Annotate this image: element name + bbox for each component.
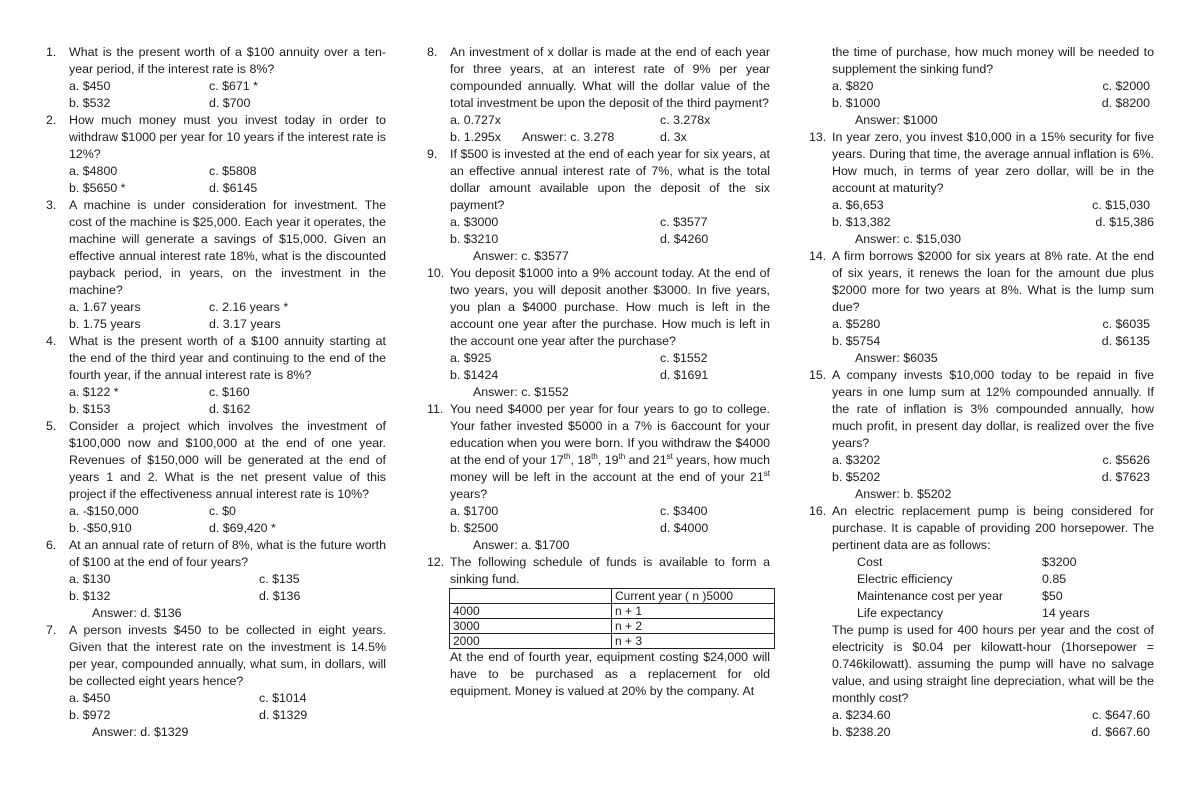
table-row	[450, 619, 775, 634]
pump-data-row	[809, 588, 1154, 605]
choice-a: a. $234.60	[832, 708, 891, 722]
choices-row	[46, 707, 386, 724]
choices-row	[46, 163, 386, 180]
data-value: $50	[1042, 589, 1063, 603]
choices-row	[46, 299, 386, 316]
question-text: At the end of fourth year, equipment costing $24,000 will have to be purchased as a replacement for old equipment. Money is valued at 20% by the company. At	[450, 650, 770, 698]
question-12-continued	[809, 44, 1154, 78]
answer-line: Answer: b. $5202	[855, 487, 952, 501]
choice-d: d. $136	[259, 589, 301, 603]
data-label: Cost	[857, 555, 883, 569]
question-text: An electric replacement pump is being considered for purchase. It is capable of providing 200 horsepower. The pertinent data are as follows:	[832, 504, 1154, 552]
question-text: In year zero, you invest $10,000 in a 15% security for five years. During that time, the average annual inflation is 6%. How much, in terms of year zero dollar, will be in the account at maturity?	[832, 130, 1154, 195]
question-number: 7.	[46, 623, 57, 637]
question-8	[427, 44, 770, 112]
choices-row	[809, 197, 1154, 214]
question-text: How much money must you invest today in order to withdraw $1000 per year for 10 years if the interest rate is 12%?	[69, 113, 386, 161]
table-cell: 2000	[450, 634, 612, 649]
question-text: Consider a project which involves the investment of $100,000 now and $100,000 at the end of one year. Revenues of $150,000 will be generated at the end of years 1 and 2. What is the net present value of this project if the effectiveness annual interest rate is 10%?	[69, 419, 386, 501]
choice-a: a. $3202	[832, 453, 881, 467]
choice-d: d. $15,386	[1095, 215, 1154, 229]
choice-c: c. $647.60	[1092, 708, 1150, 722]
question-number: 6.	[46, 538, 57, 552]
choice-a: a. $450	[69, 691, 111, 705]
question-11	[427, 401, 770, 503]
choice-c: c. 2.16 years *	[209, 300, 289, 314]
question-16	[809, 503, 1154, 554]
question-7	[46, 622, 386, 690]
question-text: A firm borrows $2000 for six years at 8% rate. At the end of six years, it renews the loan for the amount due plus $2000 more for two years at 8%. What is the lump sum due?	[832, 249, 1154, 314]
choice-a: a. 1.67 years	[69, 300, 141, 314]
choice-d: d. $1329	[259, 708, 308, 722]
question-12	[427, 554, 770, 588]
choices-row	[809, 469, 1154, 486]
question-number: 11.	[427, 402, 444, 416]
question-2	[46, 112, 386, 163]
question-number: 12.	[427, 555, 445, 569]
choices-row	[427, 503, 770, 520]
question-number: 3.	[46, 198, 57, 212]
question-text: A company invests $10,000 today to be repaid in five years in one lump sum at 12% compounded annually. If the rate of inflation is 3% compounded annually, how much profit, in present day dollar, is realized over the five years?	[832, 368, 1154, 450]
question-text: At an annual rate of return of 8%, what is the future worth of $100 at the end of four years?	[69, 538, 386, 569]
choices-row	[46, 95, 386, 112]
choices-row	[809, 333, 1154, 350]
answer-line: Answer: $6035	[855, 351, 938, 365]
choices-row	[427, 231, 770, 248]
answer-line: Answer: $1000	[855, 113, 938, 127]
choice-b: b. $972	[69, 708, 111, 722]
choice-c: c. $3577	[660, 215, 708, 229]
choice-b: b. 1.75 years	[69, 317, 141, 331]
choices-row	[809, 724, 1154, 741]
question-text: An investment of x dollar is made at the end of each year for three years, at an interest rate of 9% per year compounded annually. What will the dollar value of the total investment be upon the deposit of the third payment?	[450, 45, 770, 110]
column-3	[809, 44, 1154, 741]
question-12-continued	[427, 649, 770, 700]
question-number: 13.	[809, 130, 827, 144]
question-text: The following schedule of funds is available to form a sinking fund.	[450, 555, 770, 586]
answer-line: Answer: a. $1700	[473, 538, 570, 552]
question-6	[46, 537, 386, 571]
question-text: You deposit $1000 into a 9% account today. At the end of two years, you will deposit another $3000. In five years, you plan a $4000 purchase. How much is left in the account one year after the purchase. How much is left in the account one year after the purchase?	[450, 266, 770, 348]
choice-b: b. $1424	[450, 368, 499, 382]
choices-row	[809, 214, 1154, 231]
choices-row	[46, 316, 386, 333]
question-9	[427, 146, 770, 214]
column-2	[427, 44, 770, 700]
choice-c: c. $1014	[259, 691, 307, 705]
choice-b: b. $132	[69, 589, 111, 603]
question-14	[809, 248, 1154, 316]
question-number: 4.	[46, 334, 57, 348]
question-number: 5.	[46, 419, 57, 433]
choice-c: c. $671 *	[209, 79, 258, 93]
choice-a: a. 0.727x	[450, 113, 501, 127]
choices-row	[809, 707, 1154, 724]
choice-a: a. $6,653	[832, 198, 884, 212]
choices-row	[809, 78, 1154, 95]
question-text: If $500 is invested at the end of each year for six years, at an effective annual interest rate of 7%, what is the total dollar amount available upon the deposit of the six payment?	[450, 147, 770, 212]
table-cell: Current year ( n )5000	[612, 589, 775, 604]
answer-line: Answer: d. $1329	[92, 725, 189, 739]
question-text: the time of purchase, how much money will be needed to supplement the sinking fund?	[832, 45, 1154, 76]
choice-c: c. $6035	[1102, 317, 1150, 331]
table-cell: n + 1	[612, 604, 775, 619]
choices-row	[427, 112, 770, 129]
choices-row	[427, 367, 770, 384]
choices-row	[46, 503, 386, 520]
question-13	[809, 129, 1154, 197]
question-4	[46, 333, 386, 384]
choice-a: a. $820	[832, 79, 874, 93]
table-cell: 3000	[450, 619, 612, 634]
choice-a: a. -$150,000	[69, 504, 139, 518]
column-1	[46, 44, 386, 741]
choices-row	[46, 588, 386, 605]
choice-a: a. $4800	[69, 164, 118, 178]
choice-c: c. $3400	[660, 504, 708, 518]
choice-b: b. $5202	[832, 470, 881, 484]
funds-table	[449, 588, 775, 649]
table-cell: n + 2	[612, 619, 775, 634]
data-label: Maintenance cost per year	[857, 589, 1004, 603]
choices-row	[46, 401, 386, 418]
choices-row	[809, 95, 1154, 112]
choice-d: d. $6145	[209, 181, 258, 195]
choice-a: a. $5280	[832, 317, 881, 331]
choices-row	[809, 316, 1154, 333]
choice-c: c. $5626	[1102, 453, 1150, 467]
choice-b: b. $2500	[450, 521, 499, 535]
choices-row	[46, 520, 386, 537]
choice-b: b. $153	[69, 402, 111, 416]
data-value: 0.85	[1042, 572, 1067, 586]
choice-d: d. $4000	[660, 521, 709, 535]
question-text: The pump is used for 400 hours per year and the cost of electricity is $0.04 per kilowatt-hour (1horsepower = 0.746kilowatt). assuming the pump will have no salvage value, and using straight line depreciation, what will be the monthly cost?	[832, 623, 1154, 705]
question-number: 10.	[427, 266, 445, 280]
pump-data-row	[809, 571, 1154, 588]
choice-c: c. $5808	[209, 164, 257, 178]
choice-b: b. $3210	[450, 232, 499, 246]
choice-a: a. $925	[450, 351, 492, 365]
choices-row	[46, 571, 386, 588]
choices-row	[46, 384, 386, 401]
choice-c: c. $1552	[660, 351, 708, 365]
question-5	[46, 418, 386, 503]
data-value: $3200	[1042, 555, 1077, 569]
choices-row	[809, 452, 1154, 469]
choice-b: b. $238.20	[832, 725, 891, 739]
choice-d: d. $4260	[660, 232, 709, 246]
choice-d: d. $7623	[1101, 470, 1150, 484]
question-number: 9.	[427, 147, 438, 161]
choices-row	[46, 690, 386, 707]
answer-line: Answer: c. $1552	[473, 385, 569, 399]
choice-a: a. $122 *	[69, 385, 119, 399]
table-row	[450, 634, 775, 649]
choice-a: a. $130	[69, 572, 111, 586]
choice-b: b. $5650 *	[69, 181, 126, 195]
choice-a: a. $1700	[450, 504, 499, 518]
question-text: A machine is under consideration for investment. The cost of the machine is $25,000. Each year it operates, the machine will generate a savings of $15,000. Given an effective annual interest rate 18%, what is the discounted payback period, in years, on the investment in the machine?	[69, 198, 386, 297]
choice-d: d. $8200	[1101, 96, 1150, 110]
choices-row	[46, 180, 386, 197]
table-cell: n + 3	[612, 634, 775, 649]
question-number: 1.	[46, 45, 57, 59]
question-10	[427, 265, 770, 350]
choices-row	[427, 520, 770, 537]
answer-line: Answer: c. $3577	[473, 249, 569, 263]
question-number: 14.	[809, 249, 827, 263]
choice-b: b. $1000	[832, 96, 881, 110]
choice-c: c. 3.278x	[660, 113, 711, 127]
choice-d: d. $667.60	[1091, 725, 1150, 739]
table-cell	[450, 589, 612, 604]
choices-row	[46, 78, 386, 95]
choice-b: b. $5754	[832, 334, 881, 348]
question-number: 16.	[809, 504, 827, 518]
choice-d: d. 3x	[660, 130, 687, 144]
choice-d: d. 3.17 years	[209, 317, 281, 331]
data-label: Electric efficiency	[857, 572, 953, 586]
question-text: What is the present worth of a $100 annuity starting at the end of the third year and continuing to the end of the fourth year, if the annual interest rate is 8%?	[69, 334, 386, 382]
choice-c: c. $135	[259, 572, 300, 586]
question-number: 2.	[46, 113, 57, 127]
answer-line: Answer: d. $136	[92, 606, 182, 620]
choice-a: a. $3000	[450, 215, 499, 229]
choices-row	[427, 350, 770, 367]
choice-d: d. $1691	[660, 368, 709, 382]
question-text: A person invests $450 to be collected in eight years. Given that the interest rate on the investment is 14.5% per year, compounded annually, what sum, in dollars, will be collected eight years hence?	[69, 623, 386, 688]
choice-a: a. $450	[69, 79, 111, 93]
answer-line: Answer: c. 3.278	[522, 130, 615, 144]
choice-d: d. $6135	[1101, 334, 1150, 348]
question-number: 8.	[427, 45, 438, 59]
choice-c: c. $15,030	[1092, 198, 1150, 212]
pump-data-row	[809, 605, 1154, 622]
data-label: Life expectancy	[857, 606, 944, 620]
question-15	[809, 367, 1154, 452]
choice-b: b. $13,382	[832, 215, 891, 229]
choice-d: d. $700	[209, 96, 251, 110]
choice-c: c. $2000	[1102, 79, 1150, 93]
answer-line: Answer: c. $15,030	[855, 232, 962, 246]
question-1	[46, 44, 386, 78]
table-row	[450, 589, 775, 604]
pump-data-row	[809, 554, 1154, 571]
choice-c: c. $0	[209, 504, 236, 518]
choice-b: b. $532	[69, 96, 111, 110]
question-3	[46, 197, 386, 299]
question-text: You need $4000 per year for four years to go to college. Your father invested $5000 in a 7% is 6account for your education when you were born. If you withdraw the $4000 at the end of your 17th, 18th, 19th and 21st years, how much money will be left in the account at the end of your 21st years?	[450, 402, 770, 501]
choice-b: b. 1.295x	[450, 130, 501, 144]
question-16-continued	[809, 622, 1154, 707]
question-number: 15.	[809, 368, 827, 382]
choice-d: d. $162	[209, 402, 251, 416]
table-cell: 4000	[450, 604, 612, 619]
choice-c: c. $160	[209, 385, 250, 399]
data-value: 14 years	[1042, 606, 1090, 620]
table-row	[450, 604, 775, 619]
choice-d: d. $69,420 *	[209, 521, 276, 535]
choices-row	[427, 214, 770, 231]
choice-b: b. -$50,910	[69, 521, 132, 535]
question-text: What is the present worth of a $100 annuity over a ten-year period, if the interest rate is 8%?	[69, 45, 386, 76]
